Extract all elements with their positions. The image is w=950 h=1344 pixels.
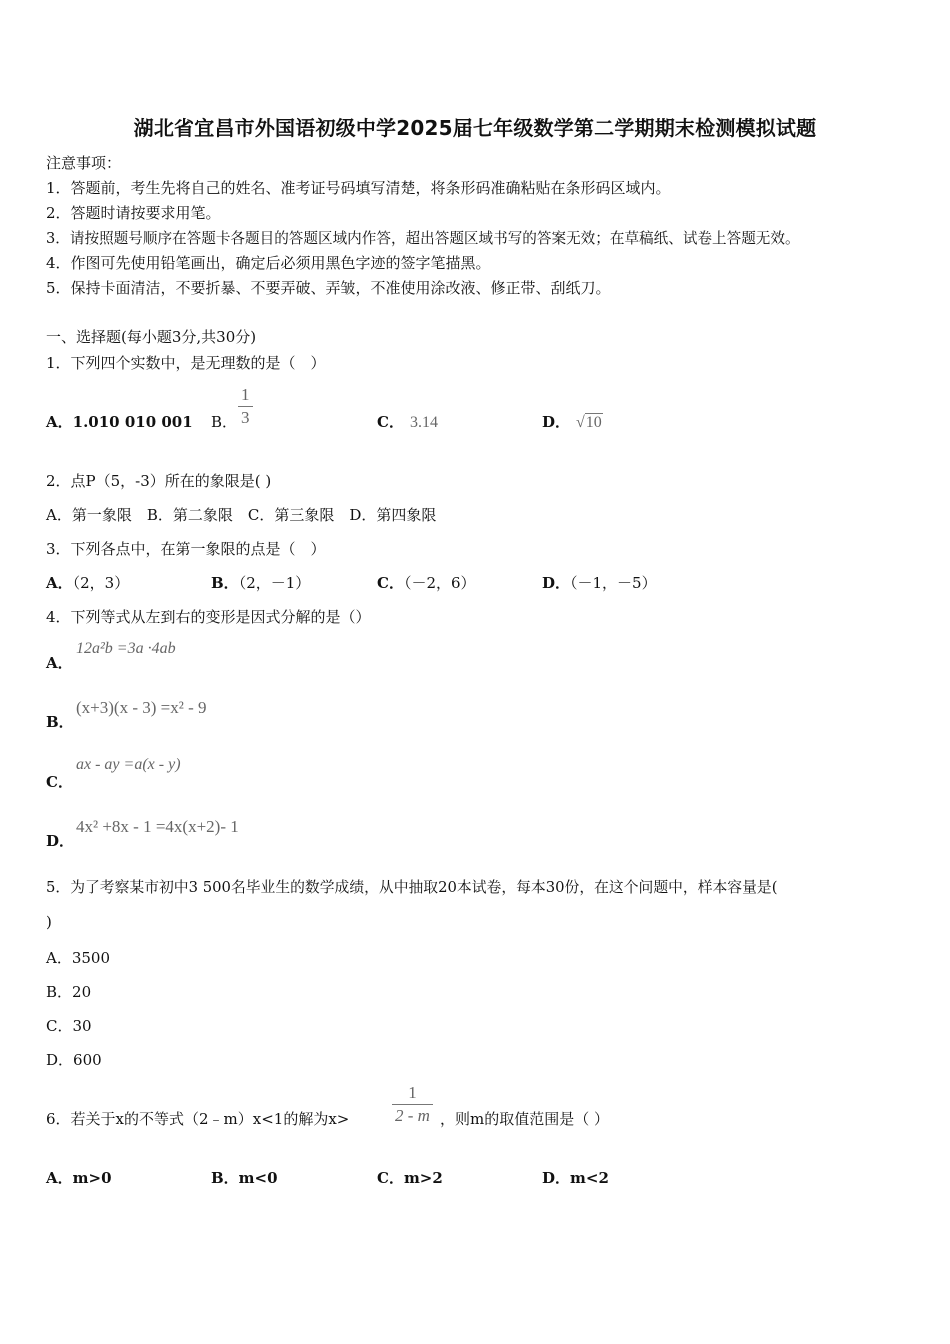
q4-stem: 4．下列等式从左到右的变形是因式分解的是（） — [46, 608, 371, 626]
q6-fraction-numerator: 1 — [408, 1083, 417, 1102]
q3-option-a — [46, 572, 129, 593]
q4-option-b-label: B． — [46, 713, 74, 731]
q1-option-b-numerator: 1 — [241, 385, 250, 404]
q1-option-c-label: C． — [377, 413, 404, 431]
notice-item-4: 4．作图可先使用铅笔画出，确定后必须用黑色字迹的签字笔描黑。 — [46, 254, 491, 272]
q3-option-c — [377, 572, 476, 593]
q1-option-a-label: A． — [46, 413, 73, 431]
q3-option-c-value: （－2，6） — [403, 574, 476, 592]
q2-options: A．第一象限 B．第二象限 C．第三象限 D．第四象限 — [46, 506, 437, 524]
q1-option-b-fraction — [238, 384, 253, 429]
q3-option-b — [211, 572, 310, 593]
q1-option-d-radicand: 10 — [585, 414, 602, 431]
q3-option-b-value: （2，－1） — [238, 574, 311, 592]
q1-stem: 1．下列四个实数中，是无理数的是（ ） — [46, 354, 326, 372]
q5-stem: 5．为了考察某市初中3 500名毕业生的数学成绩，从中抽取20本试卷，每本30份，在这个问题中，样本容量是( — [46, 879, 778, 896]
section-heading: 一、选择题(每小题3分,共30分) — [46, 328, 257, 346]
q3-option-b-label: B． — [211, 574, 239, 592]
q3-option-d-value: （－1，－5） — [570, 574, 657, 592]
q3-option-d-label: D． — [542, 574, 571, 592]
q5-option-b: B．20 — [46, 983, 92, 1001]
notice-item-1: 1．答题前，考生先将自己的姓名、准考证号码填写清楚，将条形码准确粘贴在条形码区域内。 — [46, 179, 671, 197]
q4-option-c-expression: ax - ay =a(x - y) — [76, 756, 181, 773]
notice-item-3: 3．请按照题号顺序在答题卡各题目的答题区域内作答，超出答题区域书写的答案无效；在草稿纸、试卷上答题无效。 — [46, 230, 800, 247]
q6-stem-post: ，则m的取值范围是（ ） — [440, 1110, 609, 1128]
q6-option-c: C．m>2 — [377, 1169, 443, 1187]
q6-option-d: D．m<2 — [542, 1169, 609, 1187]
sqrt-icon: √ — [576, 414, 585, 431]
q3-option-a-label: A． — [46, 574, 73, 592]
q1-option-d-sqrt — [576, 414, 603, 432]
q6-stem-pre: 6．若关于x的不等式（2﹣m）x<1的解为x> — [46, 1110, 350, 1128]
q3-option-c-label: C． — [377, 574, 404, 592]
q1-option-c-value: 3.14 — [409, 414, 438, 431]
notice-heading: 注意事项： — [46, 154, 122, 172]
q1-option-b-label: B． — [211, 413, 238, 431]
q4-option-d-expression: 4x² +8x - 1 =4x(x+2)- 1 — [76, 817, 239, 836]
q1-option-a — [46, 411, 193, 432]
q2-stem: 2．点P（5，-3）所在的象限是( ) — [46, 472, 272, 490]
q4-option-a-label: A． — [46, 654, 73, 672]
q1-option-d — [542, 411, 603, 432]
q3-stem: 3．下列各点中，在第一象限的点是（ ） — [46, 540, 326, 558]
q1-option-a-value: 1.010 010 001 — [72, 413, 193, 431]
q4-option-a-expression: 12a²b =3a ·4ab — [76, 640, 176, 657]
notice-item-5: 5．保持卡面清洁，不要折暴、不要弄破、弄皱，不准使用涂改液、修正带、刮纸刀。 — [46, 279, 611, 297]
q5-option-d: D．600 — [46, 1051, 102, 1069]
q6-option-a: A．m>0 — [46, 1169, 112, 1187]
q3-option-a-value: （2，3） — [72, 574, 130, 592]
q1-option-d-label: D． — [542, 413, 571, 431]
exam-title: 湖北省宜昌市外国语初级中学2025届七年级数学第二学期期末检测模拟试题 — [133, 116, 817, 140]
q5-stem-end: ) — [46, 913, 52, 931]
q6-fraction-denominator: 2 - m — [392, 1104, 433, 1127]
q4-option-d-label: D． — [46, 832, 75, 850]
q6-option-b: B．m<0 — [211, 1169, 278, 1187]
q5-option-a: A．3500 — [46, 949, 111, 967]
q6-fraction — [392, 1082, 433, 1127]
notice-item-2: 2．答题时请按要求用笔。 — [46, 204, 221, 222]
q1-option-c — [377, 411, 438, 432]
q1-option-b-denominator: 3 — [238, 406, 253, 429]
q4-option-c-label: C． — [46, 773, 73, 791]
q5-option-c: C．30 — [46, 1017, 92, 1035]
q3-option-d — [542, 572, 657, 593]
q4-option-b-expression: (x+3)(x - 3) =x² - 9 — [76, 698, 207, 717]
